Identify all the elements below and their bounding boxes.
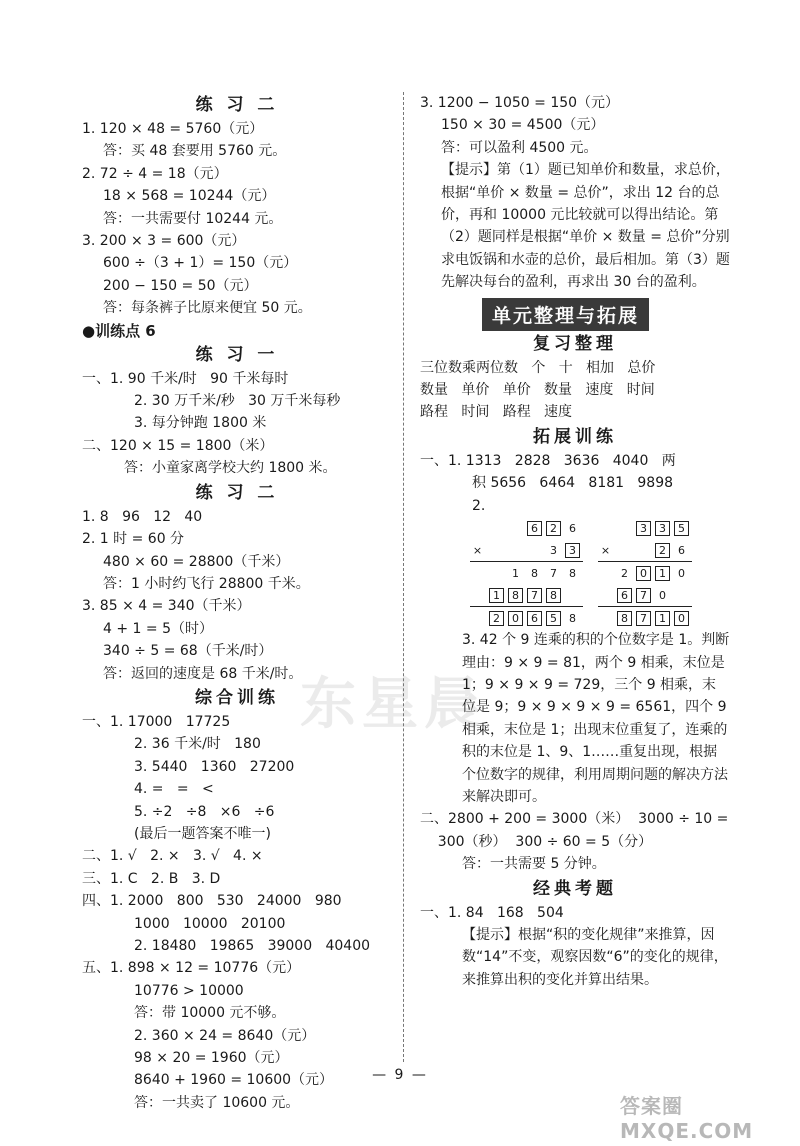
answer-line: 答：每条裤子比原来便宜 50 元。 (103, 300, 312, 317)
vertical-calculations (420, 517, 730, 629)
operator-sign (598, 611, 613, 626)
background-watermark: 东星晨 (300, 672, 486, 737)
calc-row (470, 607, 584, 629)
left-column (82, 92, 392, 1114)
digit (489, 566, 504, 581)
digit: 0 (678, 566, 685, 580)
calc-row (598, 562, 693, 584)
digit: 0 (659, 588, 666, 602)
operator-sign (470, 611, 485, 626)
answer-line: 2. 18480 19865 39000 40400 (134, 938, 371, 954)
vertical-calc-a (470, 517, 584, 629)
filled-digit-box: 8 (617, 611, 632, 626)
filled-digit-box: 3 (565, 543, 580, 558)
answer-line: 答：一共卖了 10600 元。 (134, 1094, 300, 1111)
digit (636, 543, 651, 558)
answer-line: 五、1. 898 × 12 = 10776（元） (82, 960, 301, 977)
operator-sign: × (472, 543, 483, 557)
answer-line: 2. 1 时 = 60 分 (82, 531, 185, 548)
right-top-block (420, 92, 730, 495)
operator-sign (598, 566, 613, 581)
answer-line: 路程 时间 路程 速度 (420, 404, 573, 421)
answer-line: 98 × 20 = 1960（元） (134, 1050, 289, 1067)
answer-line: 答：一共需要 5 分钟。 (462, 856, 606, 873)
section-heading: 经典考题 (533, 878, 617, 899)
answer-line: 8640 + 1960 = 10600（元） (134, 1072, 334, 1089)
answer-line: 600 ÷（3 + 1）= 150（元） (103, 255, 298, 272)
digit: 8 (531, 566, 538, 580)
calc-row (598, 517, 693, 539)
operator-sign (470, 566, 485, 581)
answer-line: 1. 8 96 12 40 (82, 508, 203, 525)
answer-line: 3. 85 × 4 = 340（千米） (82, 598, 251, 615)
answer-line: 答：带 10000 元不够。 (134, 1005, 286, 1022)
filled-digit-box: 5 (674, 521, 689, 536)
filled-digit-box: 0 (674, 611, 689, 626)
answer-line: 2. 72 ÷ 4 = 18（元） (82, 165, 228, 182)
answer-line: 2. 360 × 24 = 8640（元） (134, 1027, 316, 1044)
right-column (420, 92, 730, 991)
answer-line: 二、120 × 15 = 1800（米） (82, 437, 274, 454)
digit (674, 588, 689, 603)
filled-digit-box: 1 (655, 566, 670, 581)
digit (565, 588, 580, 603)
vertical-calc-label: 2. (472, 497, 486, 514)
filled-digit-box: 8 (546, 588, 561, 603)
filled-digit-box: 6 (527, 521, 542, 536)
section-heading: 复习整理 (533, 333, 617, 354)
answer-line: 150 × 30 = 4500（元） (441, 117, 605, 134)
digit (617, 521, 632, 536)
filled-digit-box: 5 (546, 611, 561, 626)
section-heading: 综合训练 (195, 687, 279, 708)
answer-line: 2. 30 万千米/秒 30 万千米每秒 (134, 393, 341, 410)
digit: 1 (512, 566, 519, 580)
answer-line: 300（秒） 300 ÷ 60 = 5（分） (420, 833, 653, 850)
answer-line: 4. = = < (134, 781, 214, 798)
filled-digit-box: 1 (655, 611, 670, 626)
digit (489, 543, 504, 558)
answer-line: 一、1. 84 168 504 (420, 904, 564, 921)
answer-line: 一、1. 1313 2828 3636 4040 两 (420, 452, 676, 469)
filled-digit-box: 3 (655, 521, 670, 536)
answer-line: 答：买 48 套要用 5760 元。 (103, 143, 287, 160)
answer-line: 4 + 1 = 5（时） (103, 620, 213, 637)
digit: 6 (678, 543, 685, 557)
answer-line: 答：返回的速度是 68 千米/时。 (103, 665, 303, 682)
digit: 6 (569, 521, 576, 535)
answer-line: 二、1. √ 2. × 3. √ 4. × (82, 848, 263, 865)
calc-row (470, 517, 584, 539)
digit (508, 543, 523, 558)
digit: 8 (569, 566, 576, 580)
filled-digit-box: 3 (636, 521, 651, 536)
column-divider (403, 92, 404, 1062)
answer-line: 1000 10000 20100 (134, 915, 286, 932)
filled-digit-box: 8 (508, 588, 523, 603)
answer-line: 5. ÷2 ÷8 ×6 ÷6 (134, 803, 275, 820)
section-heading: 练 习 一 (195, 344, 279, 365)
filled-digit-box: 2 (655, 543, 670, 558)
answer-line: 1. 120 × 48 = 5760（元） (82, 121, 264, 137)
answer-line: 2. 36 千米/时 180 (134, 736, 261, 753)
digit (489, 521, 504, 536)
corner-watermark-stamp: 答案圈 MXQE.COM (620, 1094, 754, 1143)
answer-line: 一、1. 17000 17725 (82, 713, 231, 730)
answer-line: 四、1. 2000 800 530 24000 980 (82, 893, 342, 910)
answer-line: 答：小童家离学校大约 1800 米。 (124, 460, 337, 477)
filled-digit-box: 7 (527, 588, 542, 603)
calc-row (598, 539, 693, 561)
page-number: — 9 — (372, 1067, 428, 1083)
operator-sign: × (600, 543, 611, 557)
answer-line: 答：可以盈利 4500 元。 (441, 139, 598, 156)
answer-line: 480 × 60 = 28800（千米） (103, 553, 290, 570)
filled-digit-box: 0 (508, 611, 523, 626)
hint-paragraph: 【提示】第（1）题已知单价和数量，求总价，根据“单价 × 数量 = 总价”，求出 12 台的总价，再和 10000 元比较就可以得出结论。第（2）题同样是根据“单价 × 数量 = 总价”分别求电饭锅和水壶的总价，最后相加。第（3）题先解决每台的盈利，再求出 30 台的盈利。 (441, 162, 730, 291)
answer-line: 18 × 568 = 10244（元） (103, 188, 276, 205)
filled-digit-box: 7 (636, 611, 651, 626)
digit: 8 (569, 611, 576, 625)
section-heading: 拓展训练 (533, 426, 617, 447)
answer-line: 积 5656 6464 8181 9898 (472, 475, 674, 492)
right-bottom-block (420, 629, 730, 991)
filled-digit-box: 1 (489, 588, 504, 603)
answer-line: 一、1. 90 千米/时 90 千米每时 (82, 370, 289, 387)
operator-sign (598, 521, 613, 536)
digit (617, 543, 632, 558)
answer-line: 3. 5440 1360 27200 (134, 758, 295, 775)
operator-sign (598, 588, 613, 603)
answer-line: 二、2800 + 200 = 3000（米） 3000 ÷ 10 = (420, 811, 729, 828)
filled-digit-box: 2 (546, 521, 561, 536)
answer-line: 答：1 小时约飞行 28800 千米。 (103, 575, 310, 592)
calc-row (598, 607, 693, 629)
operator-sign (470, 588, 485, 603)
hint-paragraph: 【提示】根据“积的变化规律”来推算，因数“14”不变，观察因数“6”的变化的规律，来推算出积的变化并算出结果。 (462, 926, 728, 988)
calc-row (470, 539, 584, 561)
answer-line: (最后一题答案不唯一) (134, 825, 271, 842)
filled-digit-box: 7 (636, 588, 651, 603)
filled-digit-box: 2 (489, 611, 504, 626)
answer-line: 10776 > 10000 (134, 982, 244, 999)
training-point-title: ●训练点 6 (82, 321, 156, 340)
unit-banner: 单元整理与拓展 (482, 298, 649, 331)
answer-line: 3. 每分钟跑 1800 米 (134, 415, 267, 432)
filled-digit-box: 0 (636, 566, 651, 581)
answer-line: 200 − 150 = 50（元） (103, 277, 258, 294)
answer-line: 答：一共需要付 10244 元。 (103, 210, 283, 227)
digit: 3 (550, 543, 557, 557)
answer-line: 340 ÷ 5 = 68（千米/时） (103, 643, 273, 660)
answer-line: 三、1. C 2. B 3. D (82, 870, 221, 887)
section-heading: 练 习 二 (195, 482, 279, 503)
digit (527, 543, 542, 558)
digit (508, 521, 523, 536)
operator-sign (470, 521, 485, 536)
calc-row (470, 562, 584, 584)
digit: 7 (550, 566, 557, 580)
filled-digit-box: 6 (527, 611, 542, 626)
answer-line: 3. 1200 − 1050 = 150（元） (420, 95, 620, 111)
answer-line: 3. 200 × 3 = 600（元） (82, 233, 246, 250)
hint-paragraph: 3. 42 个 9 连乘的积的个位数字是 1。判断理由：9 × 9 = 81，两个 9 相乘，末位是 1；9 × 9 × 9 = 729，三个 9 相乘，末位是 9；9 × 9 × 9 × 9 = 6561，四个 9 相乘，末位是 1；出现末位重复了，连乘的积的末位是 1、9、1……重复出现，根据个位数字的规律，利用周期问题的解决方法来解决即可。 (462, 632, 730, 805)
vertical-calc-b (598, 517, 693, 629)
answer-line: 数量 单价 单价 数量 速度 时间 (420, 382, 655, 399)
digit: 2 (621, 566, 628, 580)
calc-row (598, 584, 693, 606)
filled-digit-box: 6 (617, 588, 632, 603)
calc-row (470, 584, 584, 606)
section-heading: 练 习 二 (195, 95, 279, 115)
answer-line: 三位数乘两位数 个 十 相加 总价 (420, 359, 656, 376)
